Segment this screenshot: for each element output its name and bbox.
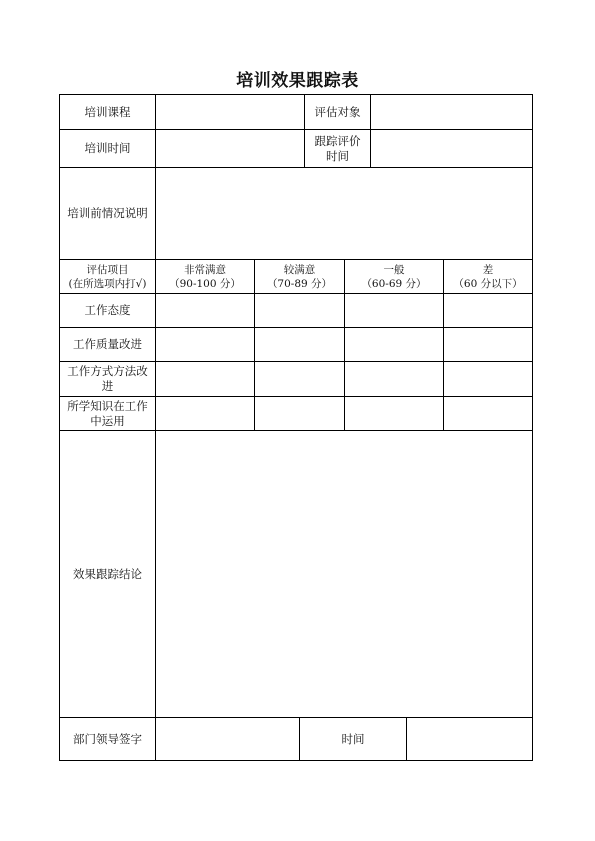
level-header-satisfied [255,260,344,293]
level-range: （90-100 分） [169,277,241,290]
level-range: （60-69 分） [361,277,427,290]
rating-row-label [60,397,155,430]
rating-row-label-line2: 中运用 [90,413,125,428]
level-header-very-satisfied [156,260,254,293]
footer-time-label: 时间 [341,731,365,746]
form-title: 培训效果跟踪表 [236,71,359,91]
rating-item-header [60,260,155,293]
rating-item-hint: (在所选项内打√) [68,277,147,290]
rating-cell[interactable] [444,397,532,430]
rating-row-label-line1: 所学知识在工作 [67,398,148,413]
rating-row-label-line1: 工作质量改进 [73,337,142,351]
rating-cell[interactable] [255,328,344,361]
level-range: （70-89 分） [266,277,333,290]
rating-cell[interactable] [156,294,254,327]
track-time-label-line1: 跟踪评价 [314,133,361,148]
track-time-field[interactable] [371,130,532,167]
rating-cell[interactable] [156,362,254,396]
footer-time-field[interactable] [407,718,532,760]
level-name: 较满意 [283,263,316,276]
training-time-label: 培训时间 [84,141,131,155]
level-name: 非常满意 [184,263,226,276]
rating-cell[interactable] [444,328,532,361]
rating-cell[interactable] [345,362,443,396]
signature-field[interactable] [156,718,299,760]
pre-training-field[interactable] [156,168,532,259]
level-range: （60 分以下） [453,277,523,290]
course-field[interactable] [156,95,304,129]
rating-cell[interactable] [345,294,443,327]
rating-row-label-line1: 工作方式方法改 [67,364,148,378]
rating-cell[interactable] [444,362,532,396]
level-header-average [345,260,443,293]
signature-label: 部门领导签字 [73,731,142,746]
level-name: 差 [482,263,494,276]
training-time-field[interactable] [156,130,304,167]
rating-cell[interactable] [345,328,443,361]
rating-cell[interactable] [156,328,254,361]
rating-cell[interactable] [444,294,532,327]
conclusion-label: 效果跟踪结论 [73,566,142,581]
rating-row-label [60,328,155,361]
target-field[interactable] [371,95,532,129]
track-time-label [305,130,370,167]
pre-training-label: 培训前情况说明 [67,206,148,220]
rating-cell[interactable] [255,294,344,327]
conclusion-field[interactable] [156,431,532,717]
rating-row-label-line1: 工作态度 [84,303,131,317]
rating-row-label [60,294,155,327]
level-name: 一般 [383,263,405,276]
rating-row-label [60,362,155,396]
track-time-label-line2: 时间 [326,148,349,163]
rating-cell[interactable] [345,397,443,430]
level-header-poor [444,260,532,293]
rating-item-label: 评估项目 [86,263,129,276]
target-label: 评估对象 [314,104,361,119]
rating-cell[interactable] [255,397,344,430]
course-label: 培训课程 [84,104,131,119]
rating-cell[interactable] [255,362,344,396]
rating-row-label-line2: 进 [101,379,114,393]
rating-cell[interactable] [156,397,254,430]
